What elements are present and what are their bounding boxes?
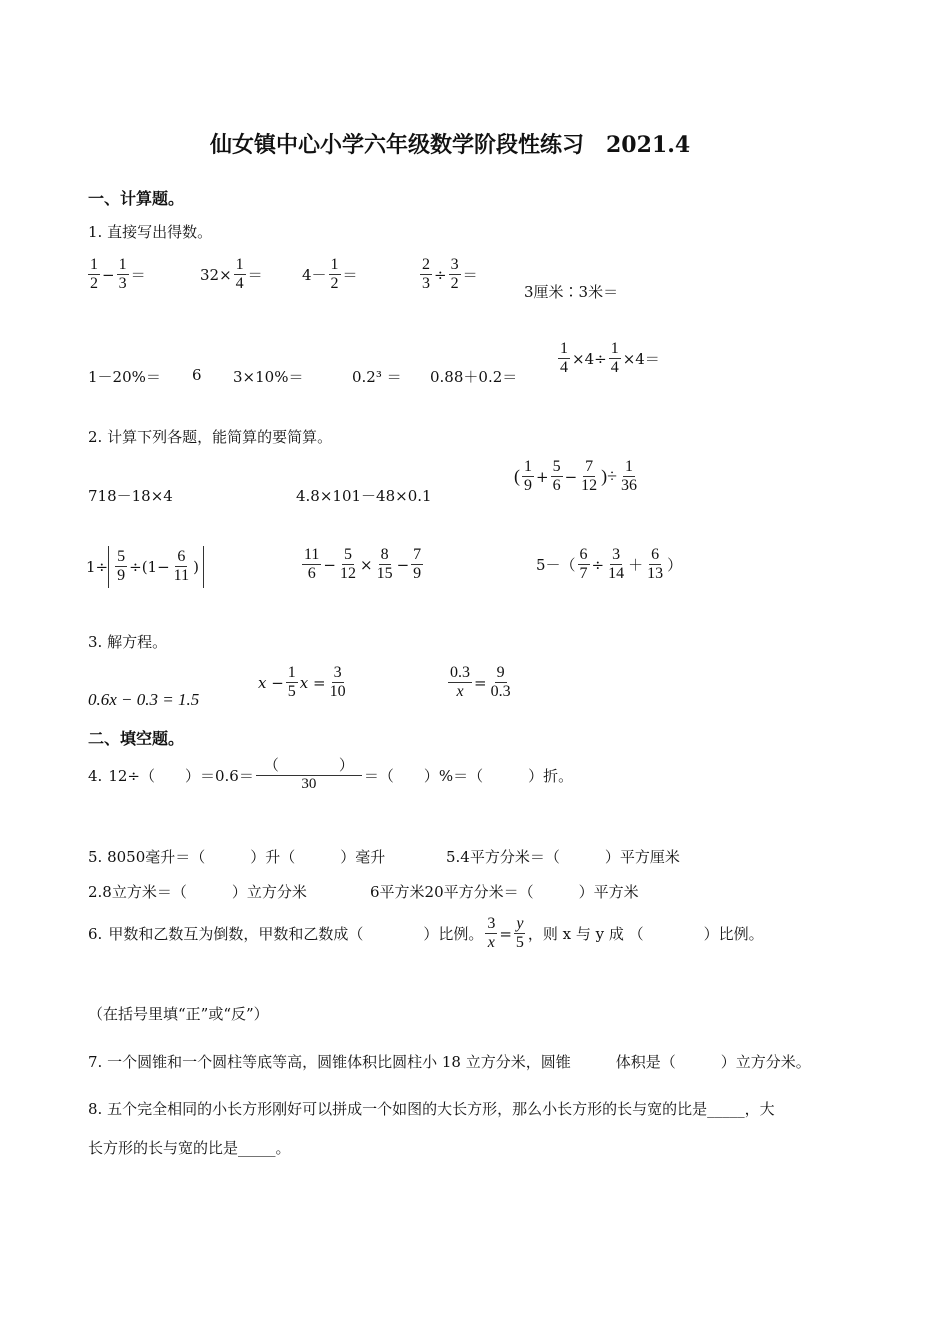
fraction: $\frac{3}{10}$ <box>329 664 346 701</box>
question-text: 解方程。 <box>107 633 168 651</box>
fraction: $\frac{5}{6}$ <box>552 458 561 495</box>
question-5-line-1a <box>88 846 385 867</box>
q2-item-c <box>514 458 641 496</box>
q1-item-i: 0.2³ ＝ <box>352 368 402 386</box>
fraction: $\frac{6}{13}$ <box>647 546 664 583</box>
question-text: 甲数和乙数互为倒数，甲数和乙数成（ ）比例。 <box>108 925 484 944</box>
paren: ( <box>514 466 520 487</box>
equals: ×4＝ <box>622 350 660 369</box>
fraction: $\frac{1}{2}$ <box>90 256 98 293</box>
operator: × <box>359 555 373 574</box>
fraction: $\frac{1}{9}$ <box>524 458 532 495</box>
fraction: $\frac{5}{12}$ <box>339 546 356 583</box>
expression: ＝（ ）%＝（ ）折。 <box>363 767 574 786</box>
q2-item-e <box>300 546 425 584</box>
operator: − <box>323 555 336 574</box>
page-title: 仙女镇中心小学六年级数学阶段性练习 2021.4 <box>210 132 691 158</box>
fraction: $\frac{y}{5}$ <box>515 915 524 952</box>
question-number: 6. <box>88 924 103 943</box>
fraction: $\frac{6}{11}$ <box>173 548 190 585</box>
q3-item-b <box>258 664 350 702</box>
question-1 <box>88 221 212 242</box>
fraction: $\frac{7}{9}$ <box>413 546 422 583</box>
equals: ＝ <box>342 266 358 285</box>
question-6 <box>88 915 764 953</box>
operator: ÷ <box>434 265 447 284</box>
question-number: 2. <box>88 428 103 446</box>
operator: − <box>564 467 578 486</box>
expression: x = <box>299 673 326 692</box>
fraction: $\frac{1}{5}$ <box>287 664 296 701</box>
equals: = <box>499 924 512 943</box>
fraction: $\frac{1}{4}$ <box>610 340 619 377</box>
equals: ＝ <box>462 266 478 285</box>
question-text: ，则 x 与 y 成 （ ）比例。 <box>527 925 764 944</box>
question-2 <box>88 426 332 447</box>
question-text: 8050毫升＝（ ）升（ ）毫升 <box>107 848 386 866</box>
expression: 4－ <box>302 266 327 285</box>
fraction: $\frac{1}{3}$ <box>118 256 127 293</box>
q1-item-b <box>200 256 263 294</box>
fraction: $\frac{5}{9}$ <box>117 548 126 585</box>
fraction: $\frac{3}{2}$ <box>450 256 459 293</box>
q3-item-c <box>446 664 515 702</box>
q2-item-a: 718－18×4 <box>88 487 173 505</box>
q2-item-b: 4.8×101－48×0.1 <box>296 487 432 505</box>
fraction: $\frac{1}{36}$ <box>621 458 638 495</box>
question-number: 1. <box>88 223 103 241</box>
operator: ×4÷ <box>572 349 607 368</box>
section-heading-1: 一、计算题。 <box>88 189 185 208</box>
paren: ) <box>193 557 199 576</box>
question-text: 计算下列各题，能简算的要简算。 <box>107 428 333 446</box>
question-number: 8. <box>88 1100 103 1118</box>
fraction: $\frac{9}{0.3}$ <box>490 664 511 701</box>
question-number: 5. <box>88 848 103 866</box>
q3-item-a: 0.6x − 0.3 = 1.5 <box>88 690 200 709</box>
q1-item-j: 0.88＋0.2＝ <box>430 368 518 386</box>
paren: ） <box>667 556 683 575</box>
expression: x − <box>258 673 284 692</box>
operator: − <box>396 555 410 574</box>
expression: 12÷（ ）＝0.6＝ <box>108 767 254 786</box>
paren: )÷ <box>601 466 618 487</box>
q2-item-d <box>86 546 204 588</box>
question-8 <box>88 1098 775 1119</box>
question-3 <box>88 631 167 652</box>
q1-item-c <box>302 256 358 294</box>
fraction: $\frac{7}{12}$ <box>581 458 598 495</box>
equals: ＝ <box>247 266 263 285</box>
q1-item-a <box>86 256 146 294</box>
fraction: $\frac{1}{2}$ <box>330 256 339 293</box>
equals: ＝ <box>130 266 146 285</box>
question-5-line-1b: 5.4平方分米＝（ ）平方厘米 <box>446 848 680 866</box>
section-heading-2: 二、填空题。 <box>88 729 185 748</box>
fraction: $\frac{( )}{30}$ <box>256 758 362 794</box>
q1-item-k <box>556 340 660 378</box>
fraction: $\frac{2}{3}$ <box>422 256 430 293</box>
operator: ＋ <box>628 556 644 575</box>
question-number: 3. <box>88 633 103 651</box>
fraction: $\frac{6}{7}$ <box>579 546 588 583</box>
question-5-line-2b: 6平方米20平方分米＝（ ）平方米 <box>370 883 639 901</box>
fraction: $\frac{3}{14}$ <box>608 546 625 583</box>
bracket <box>108 546 204 588</box>
question-6-note: （在括号里填“正”或“反”） <box>88 1005 269 1023</box>
q1-item-g: 6 <box>192 366 202 384</box>
question-5-line-2a: 2.8立方米＝（ ）立方分米 <box>88 883 307 901</box>
operator: + <box>536 467 549 486</box>
question-7 <box>88 1051 811 1072</box>
q1-item-h: 3×10%＝ <box>233 368 304 386</box>
question-4 <box>88 758 573 794</box>
fraction: $\frac{3}{x}$ <box>487 915 496 952</box>
operator: − <box>102 265 115 284</box>
question-text: 五个完全相同的小长方形刚好可以拼成一个如图的大长方形，那么小长方形的长与宽的比是_____，大 <box>107 1100 775 1118</box>
q1-item-d <box>418 256 478 294</box>
expression: 32× <box>200 265 232 284</box>
operator: ÷ <box>591 555 605 574</box>
question-8-line-2: 长方形的长与宽的比是_____。 <box>88 1139 291 1157</box>
expression: 1÷ <box>86 557 109 576</box>
fraction: $\frac{8}{15}$ <box>376 546 393 583</box>
question-text: 直接写出得数。 <box>107 223 213 241</box>
fraction: $\frac{11}{6}$ <box>304 546 320 583</box>
fraction: $\frac{1}{4}$ <box>560 340 568 377</box>
q1-item-f: 1－20%＝ <box>88 368 161 386</box>
fraction: $\frac{0.3}{x}$ <box>450 664 470 701</box>
fraction: $\frac{1}{4}$ <box>235 256 244 293</box>
question-text: 一个圆锥和一个圆柱等底等高，圆锥体积比圆柱小 18 立方分米，圆锥 体积是（ ）立方分米。 <box>107 1053 811 1071</box>
operator: ÷(1− <box>129 557 170 576</box>
q2-item-f <box>536 546 682 584</box>
q1-item-e: 3厘米∶3米＝ <box>524 283 619 301</box>
question-number: 7. <box>88 1053 103 1071</box>
equals: = <box>474 673 487 692</box>
expression: 5－（ <box>536 556 576 575</box>
question-number: 4. <box>88 766 103 785</box>
